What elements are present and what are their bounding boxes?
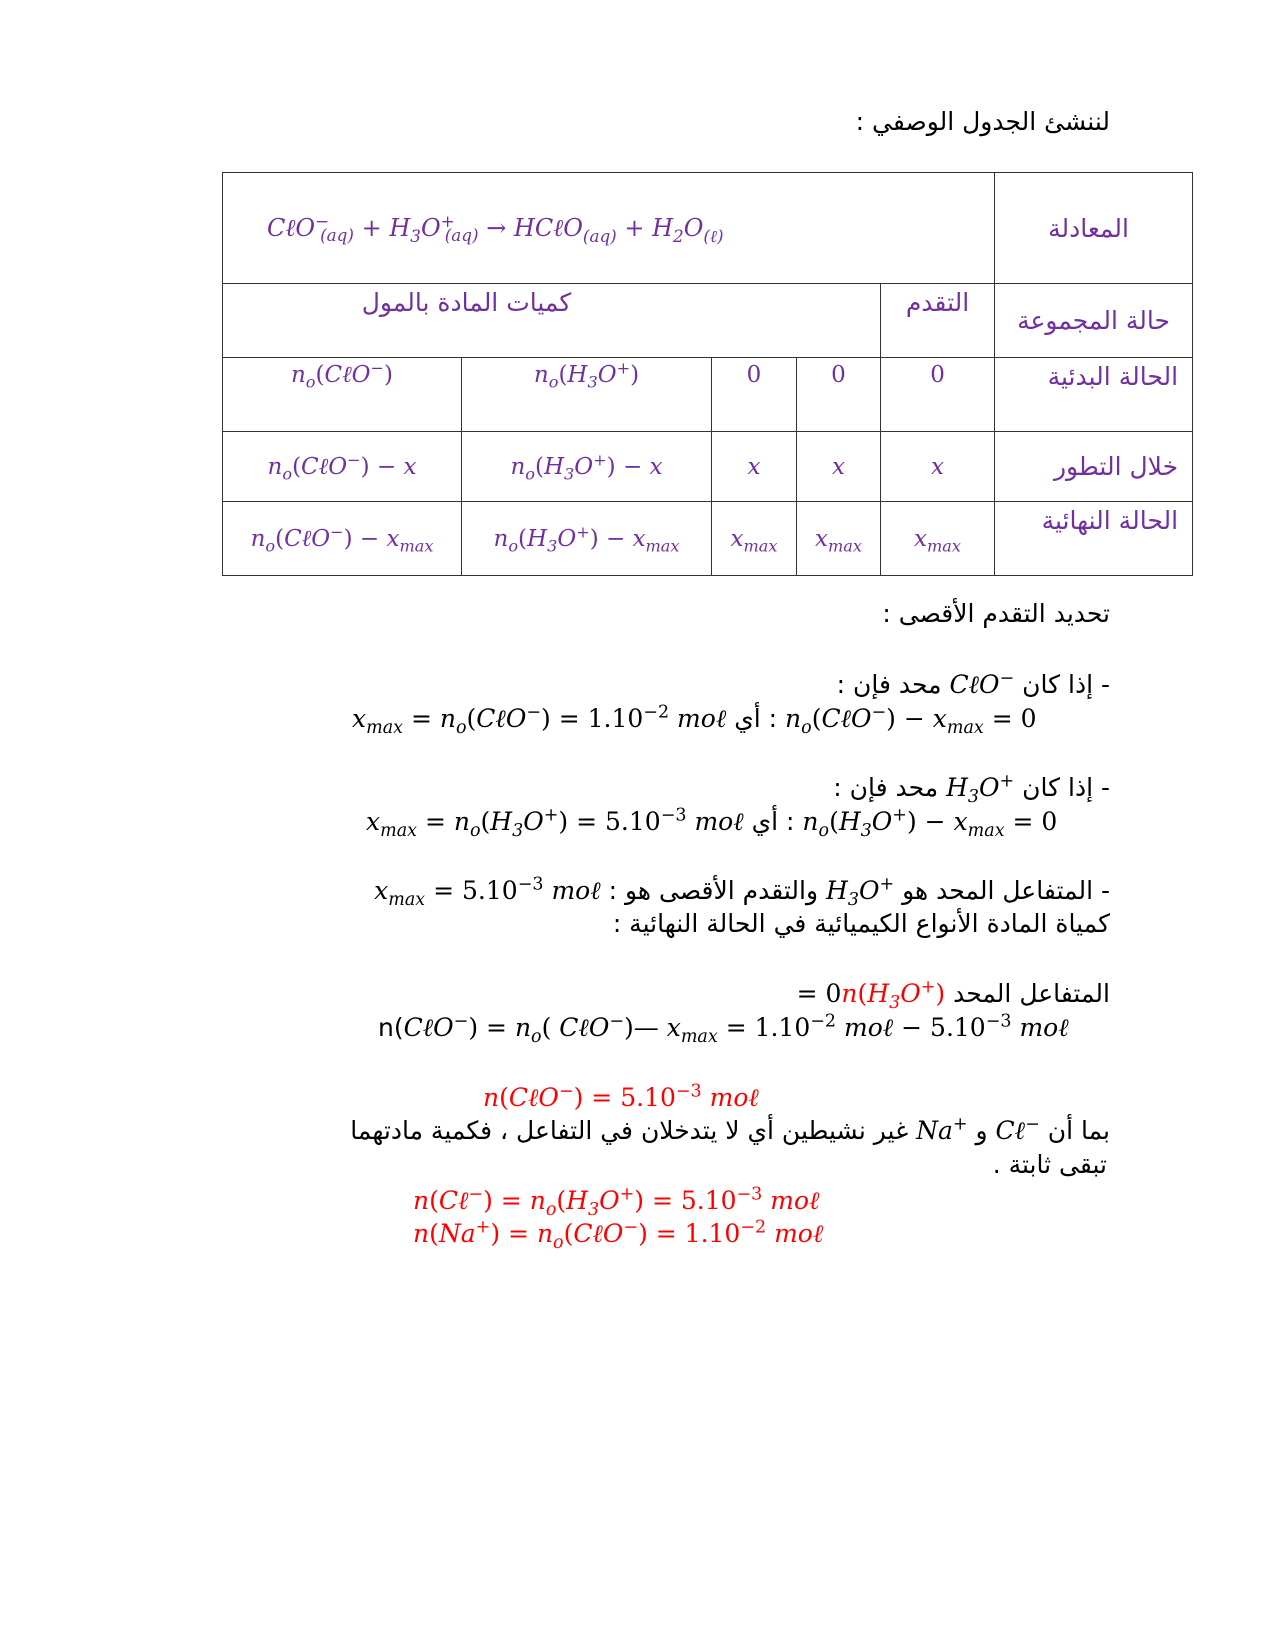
section-title: تحديد التقدم الأقصى :: [882, 599, 1110, 628]
cl-result: n(Cℓ−) = $n_o(H_3O^+) = 5.10^{-3}$ moℓ: [413, 1184, 820, 1220]
na-result: $n(Na^+) = n_o(C\ell O^-) = 1.10^{-2}$ moℓ: [413, 1217, 824, 1253]
initial-h3o: $n_o(H_3O^+)$: [462, 358, 712, 432]
case2-suffix: محد فإن :: [833, 773, 939, 802]
final-clo: $n_o(C\ell O^-) - x_{max}$: [223, 502, 462, 576]
conclusion-middle: والتقدم الأقصى هو :: [608, 876, 819, 905]
case2-condition: [833, 771, 1110, 805]
progress-table: [222, 172, 1193, 576]
spectator-text: غير نشيطين أي لا يتدخلان في التفاعل ، فكمية مادتهما: [350, 1116, 909, 1145]
equation-cell: [223, 173, 995, 284]
spectator-line: [350, 1114, 1110, 1148]
case2-species: $H_3O^+$: [946, 771, 1015, 807]
table-row: [223, 432, 1193, 502]
case2-result-line: [366, 805, 1057, 839]
case1-prefix: - إذا كان: [1022, 670, 1110, 699]
evolution-clo: $n_o(C\ell O^-) - x$: [223, 432, 462, 502]
clo-result: n(CℓO−) = $5.10^{-3}$ moℓ: [483, 1081, 759, 1112]
case1-species: CℓO−: [949, 668, 1015, 699]
final-quantities-title: كمياة المادة الأنواع الكيميائية في الحالة النهائية :: [612, 909, 1110, 938]
evolution-state-label: خلال التطور: [995, 432, 1193, 502]
h3o-zero-line: المتفاعل المحد $n(H_3O^+) = 0$: [788, 977, 1110, 1013]
case2-prefix: - إذا كان: [1022, 773, 1110, 802]
case2-result: $x_{max} = n_o(H_3O^+) = 5.10^{-3}$ moℓ: [366, 805, 744, 841]
evolution-hclo: x: [712, 432, 797, 502]
conclusion-result: $x_{max} = 5.10^{-3}$ moℓ: [374, 874, 601, 910]
case1-condition: [837, 668, 1110, 702]
case1-result-line: [352, 702, 1037, 736]
advancement-label: التقدم: [905, 288, 970, 317]
spectator-and: و: [975, 1116, 988, 1145]
final-h3o: $n_o(H_3O^+) - x_{max}$: [462, 502, 712, 576]
conclusion-prefix: - المتفاعل المحد هو: [902, 876, 1110, 905]
initial-advancement: 0: [881, 358, 995, 432]
final-advancement: $x_{max}$: [881, 502, 995, 576]
initial-clo: $n_o(C\ell O^-)$: [223, 358, 462, 432]
state-header: [995, 284, 1193, 358]
page-heading: لننشئ الجدول الوصفي :: [855, 107, 1110, 136]
case1-result: $x_{max}$ = $n_o(C\ell O^-) = 1.10^{-2}$ moℓ: [352, 702, 727, 738]
table-row: [223, 358, 1193, 432]
limiting-text: المتفاعل المحد: [953, 979, 1110, 1008]
case1-equation: $n_o(C\ell O^-) - x_{max} = 0$: [785, 702, 1037, 738]
case1-ay: أي :: [734, 704, 778, 733]
h3o-zero: $n(H_3O^+)$: [841, 977, 946, 1013]
evolution-h3o: $n_o(H_3O^+) - x$: [462, 432, 712, 502]
na-species: Na+: [916, 1114, 968, 1145]
final-state-label: الحالة النهائية: [995, 502, 1193, 576]
equation-label-cell: [995, 173, 1193, 284]
conclusion-species: $H_3O^+$: [826, 874, 895, 910]
spectator-prefix: بما أن: [1047, 1116, 1110, 1145]
initial-hclo: 0: [712, 358, 797, 432]
table-row: [223, 502, 1193, 576]
evolution-h2o: x: [797, 432, 881, 502]
advancement-header: [881, 284, 995, 358]
quantities-header: [223, 284, 881, 358]
cl-species: Cℓ−: [995, 1114, 1040, 1145]
conclusion-line: [374, 874, 1110, 908]
state-label: حالة المجموعة: [1017, 306, 1170, 335]
spectator-text2: تبقى ثابتة .: [992, 1150, 1107, 1179]
case2-ay: أي :: [751, 807, 795, 836]
final-h2o: $x_{max}$: [797, 502, 881, 576]
reaction-equation: CℓO−$_{(aq)}$ + $H_3O^+_{(aq)}$ → HCℓO$_{(aq)}$ + $H_2O_{(\ell)}$: [267, 210, 724, 246]
equation-label: المعادلة: [1048, 213, 1129, 243]
case2-equation: $n_o(H_3O^+) - x_{max} = 0$: [802, 805, 1058, 841]
quantities-label: كميات المادة بالمول: [361, 288, 572, 317]
evolution-advancement: x: [881, 432, 995, 502]
clo-calc: n(CℓO−) = $n_o$( CℓO−)— $x_{max} = 1.10^{-2}$ moℓ − $5.10^{-3}$ moℓ: [378, 1011, 1069, 1047]
initial-state-label: الحالة البدئية: [995, 358, 1193, 432]
case1-suffix: محد فإن :: [836, 670, 942, 699]
initial-h2o: 0: [797, 358, 881, 432]
final-hclo: $x_{max}$: [712, 502, 797, 576]
